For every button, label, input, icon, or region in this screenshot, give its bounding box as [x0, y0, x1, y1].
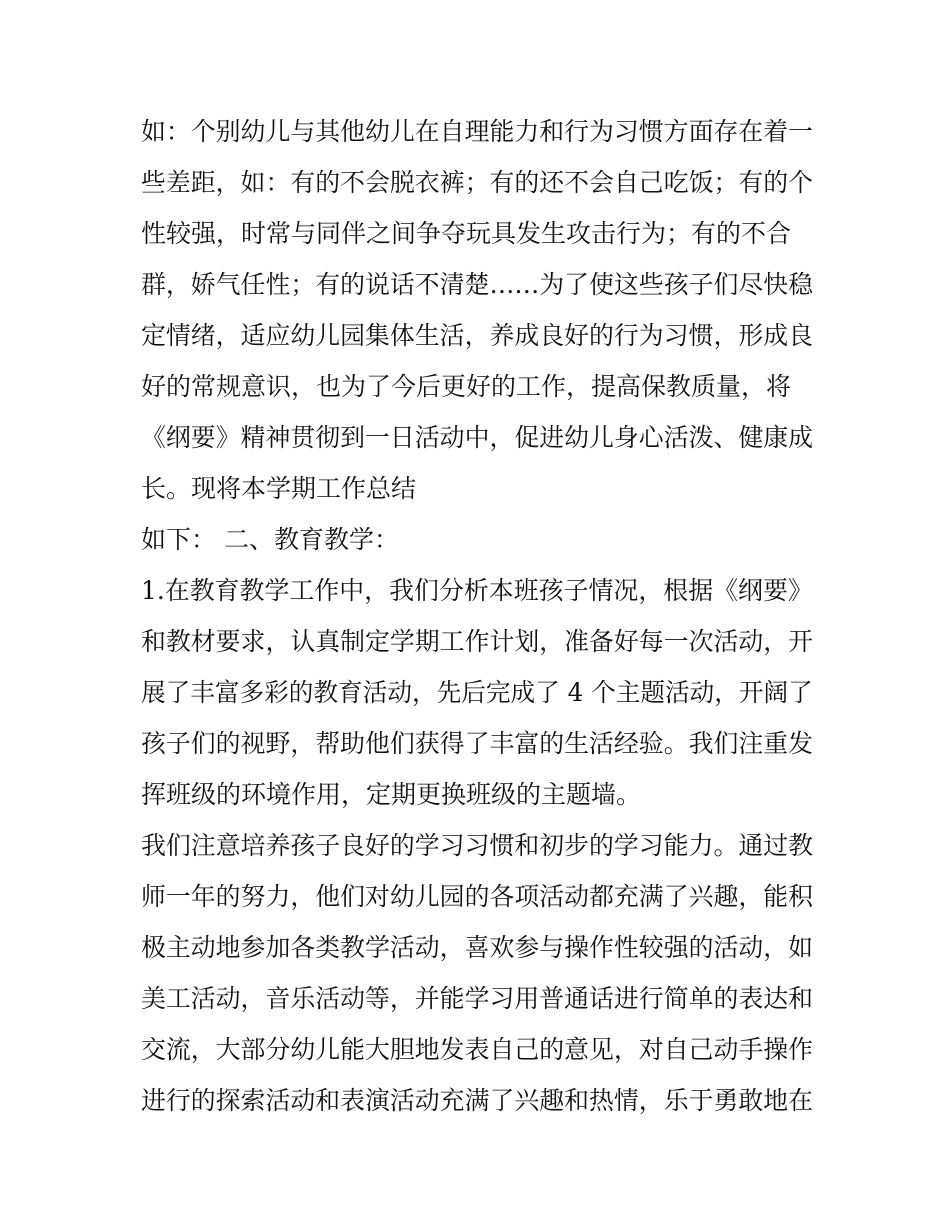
text-line-3: 性较强，时常与同伴之间争夺玩具发生攻击行为；有的不合 — [141, 219, 792, 248]
text-line-1: 如：个别幼儿与其他幼儿在自理能力和行为习惯方面存在着一 — [141, 117, 814, 146]
text-line-20: 进行的探索活动和表演活动充满了兴趣和热情，乐于勇敢地在 — [141, 1086, 814, 1115]
text-line-13: 孩子们的视野，帮助他们获得了丰富的生活经验。我们注重发 — [141, 729, 814, 758]
text-line-8: 长。现将本学期工作总结 — [141, 474, 417, 503]
text-line-7: 《纲要》精神贯彻到一日活动中，促进幼儿身心活泼、健康成 — [141, 423, 814, 452]
text-line-17: 极主动地参加各类教学活动，喜欢参与操作性较强的活动，如 — [141, 933, 814, 962]
text-line-10: 1.在教育教学工作中，我们分析本班孩子情况，根据《纲要》 — [141, 576, 813, 605]
text-line-11: 和教材要求，认真制定学期工作计划，准备好每一次活动，开 — [141, 627, 814, 656]
text-line-14: 挥班级的环境作用，定期更换班级的主题墙。 — [141, 780, 642, 809]
text-line-5: 定情绪，适应幼儿园集体生活，养成良好的行为习惯，形成良 — [141, 321, 814, 350]
text-line-6: 好的常规意识，也为了今后更好的工作，提高保教质量，将 — [141, 372, 792, 401]
text-line-19: 交流，大部分幼儿能大胆地发表自己的意见，对自己动手操作 — [141, 1035, 814, 1064]
text-line-15: 我们注意培养孩子良好的学习习惯和初步的学习能力。通过教 — [141, 831, 814, 860]
text-line-2: 些差距，如：有的不会脱衣裤；有的还不会自己吃饭；有的个 — [141, 168, 814, 197]
text-line-4: 群，娇气任性；有的说话不清楚……为了使这些孩子们尽快稳 — [141, 270, 814, 299]
text-line-16: 师一年的努力，他们对幼儿园的各项活动都充满了兴趣，能积 — [141, 882, 814, 911]
text-line-12: 展了丰富多彩的教育活动，先后完成了 4 个主题活动，开阔了 — [141, 678, 813, 707]
document-body — [141, 106, 813, 1126]
text-line-9: 如下： 二、教育教学： — [141, 525, 399, 554]
text-line-18: 美工活动，音乐活动等，并能学习用普通话进行简单的表达和 — [141, 984, 814, 1013]
